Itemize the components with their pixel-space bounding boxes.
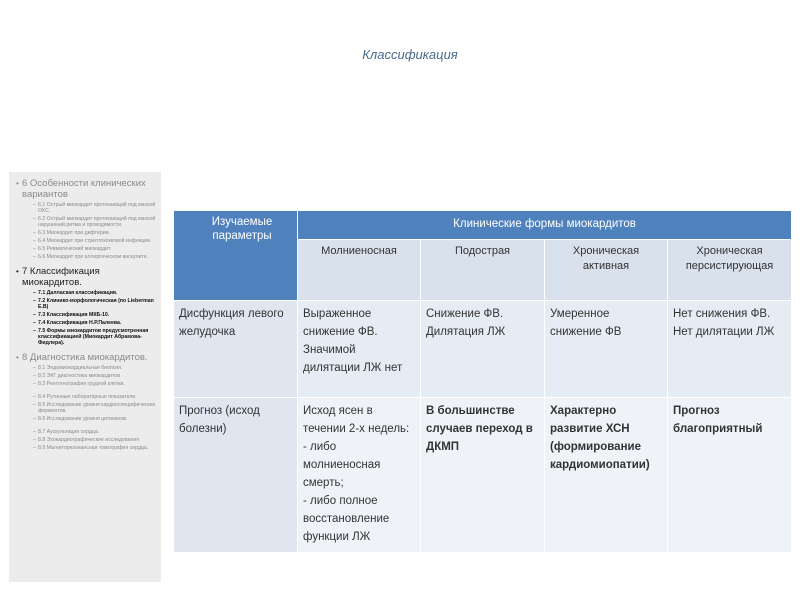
sidebar-section-7	[16, 266, 161, 346]
sidebar-subitem-8-3[interactable]: – 8.3 Рентгенография грудной клетки.	[33, 381, 161, 387]
sidebar-subitem-8-2[interactable]: – 8.2 ЭКГ диагностика миокардитов	[33, 373, 161, 379]
table-cell: Нет снижения ФВ. Нет дилятации ЛЖ	[668, 301, 792, 398]
row-param-lv-dysfunction: Дисфункция левого желудочка	[174, 301, 298, 398]
sidebar-gap	[16, 387, 161, 392]
sidebar-subitem-6-2[interactable]: – 6.2 Острый миокардит протекающий под маской нарушений ритма и проводимости.	[33, 216, 161, 228]
slide-title: Классификация	[362, 47, 458, 62]
sidebar-subitem-7-2[interactable]: – 7.2 Клинико-морфологическая (по Lieberman E.B)	[33, 298, 161, 310]
sidebar-subitem-6-5[interactable]: – 6.5 Ревматический миокардит.	[33, 246, 161, 252]
sidebar-item-8[interactable]: • 8 Диагностика миокардитов.	[16, 352, 161, 363]
sidebar-subitem-8-8[interactable]: – 8.8 Эхокардиографические исследования	[33, 437, 161, 443]
sidebar-subitem-6-1[interactable]: – 6.1 Острый миокардит протекающий под маской ОКС.	[33, 202, 161, 214]
sidebar-subitem-6-3[interactable]: – 6.3 Миокардит при дифтерии.	[33, 230, 161, 236]
table-cell: Прогноз благоприятный	[668, 398, 792, 553]
table-cell: Выраженное снижение ФВ. Значимой дилятации ЛЖ нет	[298, 301, 421, 398]
table-cell: В большинстве случаев переход в ДКМП	[421, 398, 545, 553]
sidebar-subitem-8-7[interactable]: – 8.7 Аускультация сердца.	[33, 429, 161, 435]
sidebar-section-8	[16, 352, 161, 451]
sidebar-outline	[9, 172, 161, 582]
table-row	[174, 301, 792, 398]
sidebar-section-6	[16, 178, 161, 260]
params-header: Изучаемые параметры	[174, 211, 298, 301]
sidebar-subitem-6-6[interactable]: – 6.6 Миокардит при аллергическом васкулите.	[33, 254, 161, 260]
column-header-chronic-persistent: Хроническая персистирующая	[668, 240, 792, 301]
classification-table	[173, 210, 792, 553]
classification-table-wrap	[173, 210, 792, 553]
sidebar-subitem-8-4[interactable]: – 8.4 Рутинные лабораторные показатели.	[33, 394, 161, 400]
sidebar-subitem-8-5[interactable]: – 8.5 Исследование уровня кардиоспецифических ферментов.	[33, 402, 161, 414]
sidebar-subitem-8-1[interactable]: – 8.1 Эндомиокардиальная биопсия.	[33, 365, 161, 371]
sidebar-item-7-active[interactable]: • 7 Классификация миокардитов.	[16, 266, 161, 288]
sidebar-subitem-8-6[interactable]: – 8.6 Исследование уровня цитокинов.	[33, 416, 161, 422]
group-header: Клинические формы миокардитов	[298, 211, 792, 240]
sidebar-subitem-7-3[interactable]: – 7.3 Классификация МКБ-10.	[33, 312, 161, 318]
outcome-line-death: - либо молниеносная смерть;	[303, 441, 381, 489]
sidebar-subitem-7-5[interactable]: – 7.5 Формы миокардитов предусмотренная классификацией (Миокардит Абрамова-Фидлера).	[33, 328, 161, 346]
column-header-chronic-active: Хроническая активная	[545, 240, 668, 301]
row-param-prognosis: Прогноз (исход болезни)	[174, 398, 298, 553]
sidebar-subitem-8-9[interactable]: – 8.9 Магниторезонансная томография сердца.	[33, 445, 161, 451]
sidebar-item-6[interactable]: • 6 Особенности клинических вариантов	[16, 178, 161, 200]
table-row	[174, 398, 792, 553]
table-cell: Снижение ФВ. Дилятация ЛЖ	[421, 301, 545, 398]
table-header-row	[174, 211, 792, 240]
column-header-subacute: Подострая	[421, 240, 545, 301]
outcome-line-recovery: - либо полное восстановление функции ЛЖ	[303, 495, 390, 543]
sidebar-subitem-6-4[interactable]: – 6.4 Миокардит при стрептококковой инфекции.	[33, 238, 161, 244]
table-cell-fulminant-outcome	[298, 398, 421, 553]
sidebar-subitem-7-4[interactable]: – 7.4 Классификация Н.Р.Палеева.	[33, 320, 161, 326]
outcome-intro: Исход ясен в течении 2-х недель:	[303, 405, 410, 435]
table-cell: Характерно развитие ХСН (формирование кардиомиопатии)	[545, 398, 668, 553]
column-header-fulminant: Молниеносная	[298, 240, 421, 301]
table-cell: Умеренное снижение ФВ	[545, 301, 668, 398]
sidebar-subitem-7-1[interactable]: – 7.1 Даллаская классификация.	[33, 290, 161, 296]
sidebar-gap	[16, 422, 161, 427]
